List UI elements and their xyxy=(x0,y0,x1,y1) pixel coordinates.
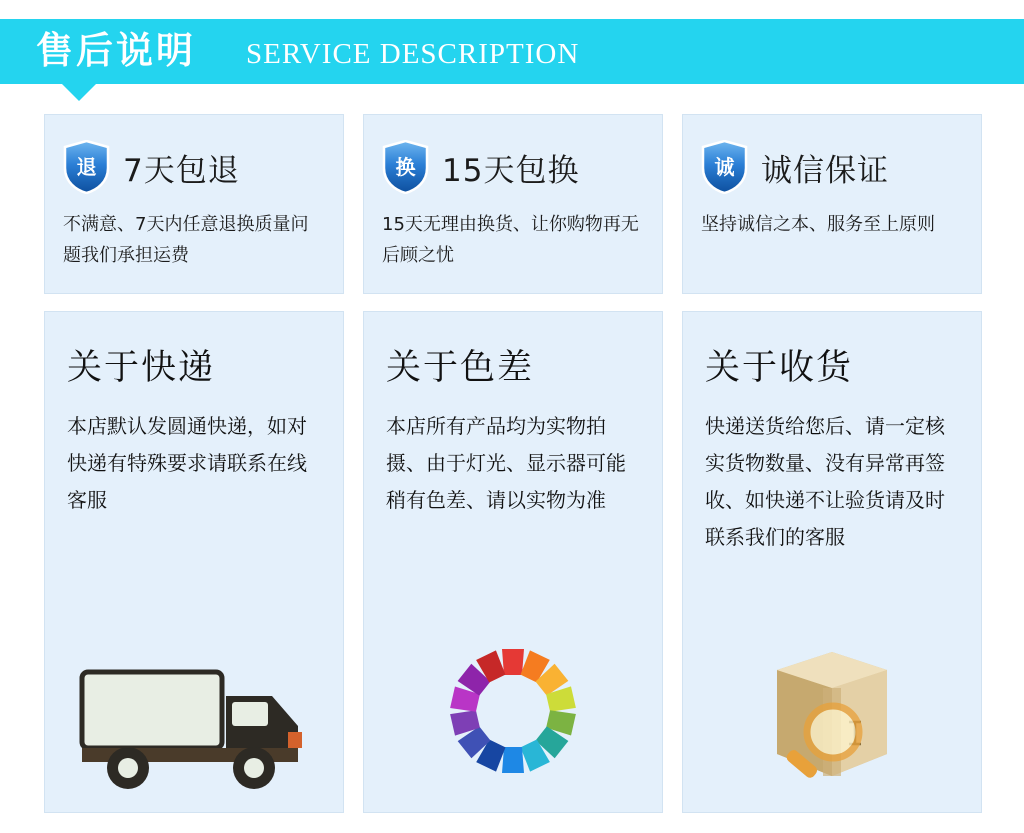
info-card-row xyxy=(44,311,982,813)
shield-icon xyxy=(701,140,748,194)
info-card-desc: 快递送货给您后、请一定核实货物数量、没有异常再签收、如快递不让验货请及时联系我们的客服 xyxy=(705,414,945,549)
guarantee-desc: 坚持诚信之本、服务至上原则 xyxy=(701,214,935,235)
guarantee-card-header xyxy=(701,137,963,197)
info-card-title: 关于色差 xyxy=(386,348,535,388)
guarantee-card-exchange xyxy=(363,114,663,294)
guarantee-card-integrity xyxy=(682,114,982,294)
shield-icon-label: 诚 xyxy=(714,155,735,179)
color-wheel-icon xyxy=(364,618,662,798)
guarantee-title: 15天包换 xyxy=(442,152,580,189)
shield-icon-label: 退 xyxy=(76,155,97,179)
info-card-color xyxy=(363,311,663,813)
guarantee-card-return xyxy=(44,114,344,294)
parcel-inspection-icon xyxy=(683,618,981,798)
guarantee-desc: 15天无理由换货、让你购物再无后顾之忧 xyxy=(382,214,639,266)
info-card-receiving xyxy=(682,311,982,813)
guarantee-title: 7天包退 xyxy=(123,152,240,189)
page-title-cn: 售后说明 xyxy=(36,29,196,72)
shield-icon xyxy=(382,140,429,194)
shield-icon-label: 换 xyxy=(395,155,416,179)
info-card-desc: 本店所有产品均为实物拍摄、由于灯光、显示器可能稍有色差、请以实物为准 xyxy=(386,414,626,512)
guarantee-card-header xyxy=(63,137,325,197)
page-title-en: SERVICE DESCRIPTION xyxy=(246,38,580,70)
shield-icon xyxy=(63,140,110,194)
info-card-title: 关于收货 xyxy=(705,348,854,388)
info-card-title: 关于快递 xyxy=(67,348,216,388)
info-card-shipping xyxy=(44,311,344,813)
header-notch-triangle xyxy=(62,84,96,101)
delivery-truck-icon xyxy=(45,618,343,798)
guarantee-desc: 不满意、7天内任意退换质量问题我们承担运费 xyxy=(63,214,309,266)
guarantee-title: 诚信保证 xyxy=(761,152,889,189)
guarantee-card-row xyxy=(44,114,982,294)
info-card-desc: 本店默认发圆通快递，如对快递有特殊要求请联系在线客服 xyxy=(67,414,307,512)
guarantee-card-header xyxy=(382,137,644,197)
